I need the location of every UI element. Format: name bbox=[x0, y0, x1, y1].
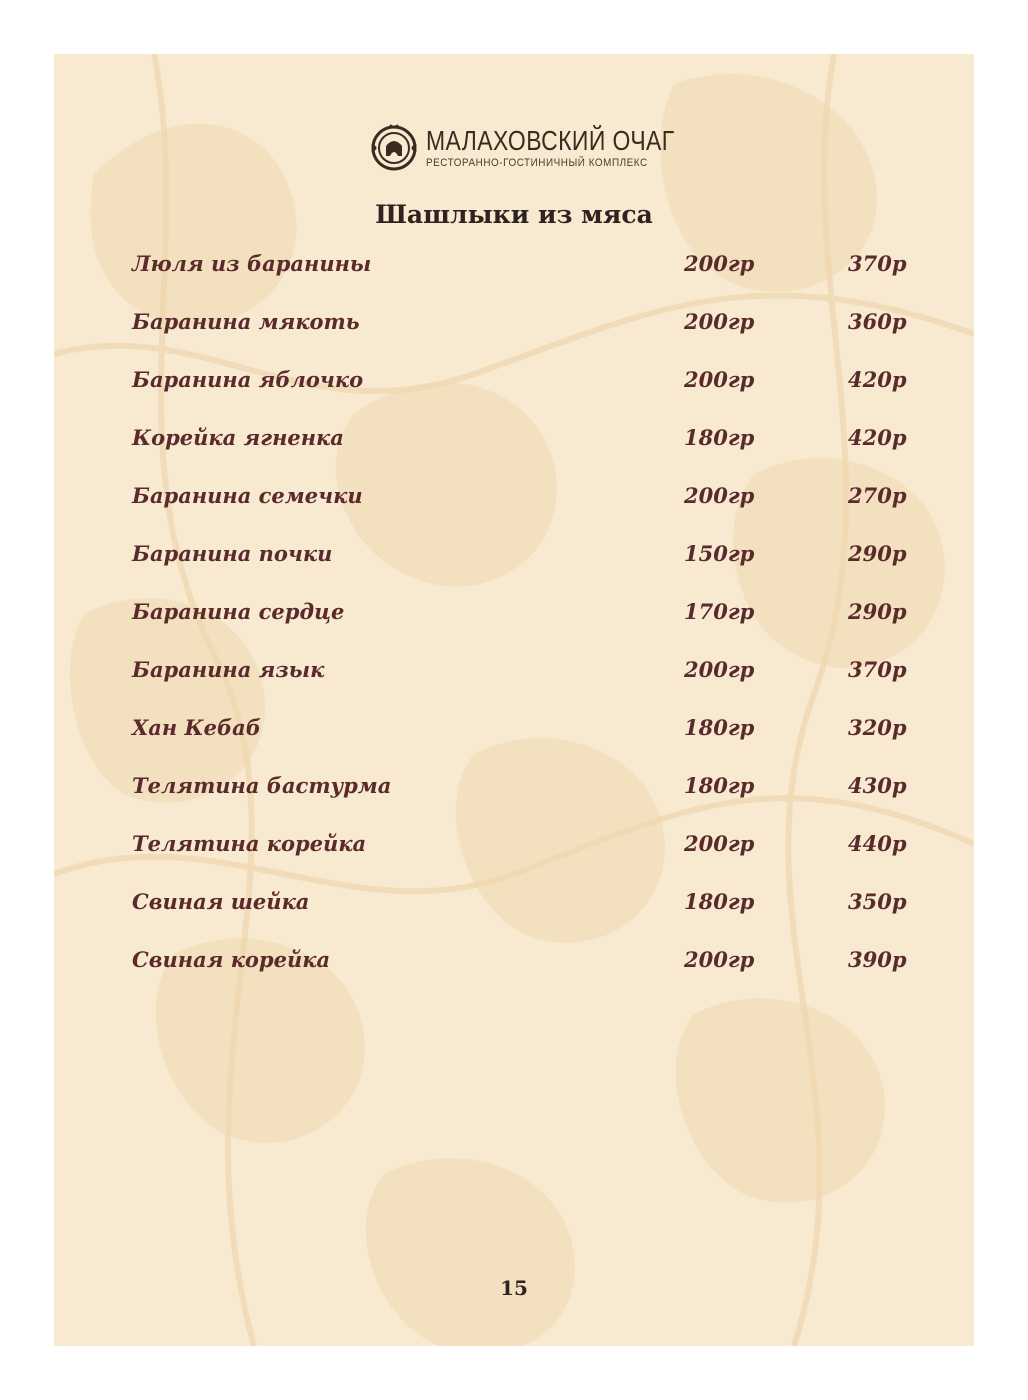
item-weight: 200гр bbox=[684, 367, 755, 392]
item-name: Баранина семечки bbox=[132, 483, 363, 508]
item-name: Баранина яблочко bbox=[132, 367, 364, 392]
menu-item bbox=[54, 884, 974, 920]
item-name: Баранина почки bbox=[132, 541, 333, 566]
menu-item bbox=[54, 478, 974, 514]
item-weight: 180гр bbox=[684, 773, 755, 798]
item-weight: 180гр bbox=[684, 889, 755, 914]
item-weight: 200гр bbox=[684, 251, 755, 276]
item-price: 270р bbox=[848, 483, 907, 508]
item-name: Телятина корейка bbox=[132, 831, 367, 856]
item-name: Телятина бастурма bbox=[132, 773, 392, 798]
item-price: 440р bbox=[848, 831, 907, 856]
item-price: 370р bbox=[848, 657, 907, 682]
menu-item bbox=[54, 362, 974, 398]
item-name: Хан Кебаб bbox=[132, 715, 261, 740]
menu-item bbox=[54, 304, 974, 340]
menu-page bbox=[54, 54, 974, 1346]
item-price: 390р bbox=[848, 947, 907, 972]
menu-item bbox=[54, 594, 974, 630]
item-name: Баранина сердце bbox=[132, 599, 345, 624]
item-name: Баранина мякоть bbox=[132, 309, 360, 334]
item-weight: 200гр bbox=[684, 831, 755, 856]
item-name: Корейка ягненка bbox=[132, 425, 344, 450]
item-weight: 170гр bbox=[684, 599, 755, 624]
item-price: 320р bbox=[848, 715, 907, 740]
logo-subtitle: РЕСТОРАННО-ГОСТИНИЧНЫЙ КОМПЛЕКС bbox=[426, 157, 648, 169]
menu-item bbox=[54, 652, 974, 688]
item-weight: 200гр bbox=[684, 483, 755, 508]
item-weight: 200гр bbox=[684, 947, 755, 972]
item-weight: 200гр bbox=[684, 309, 755, 334]
item-name: Свиная шейка bbox=[132, 889, 310, 914]
menu-item bbox=[54, 768, 974, 804]
menu-item bbox=[54, 826, 974, 862]
menu-item bbox=[54, 246, 974, 282]
restaurant-logo bbox=[370, 120, 729, 176]
page-number: 15 bbox=[500, 1276, 528, 1300]
item-price: 360р bbox=[848, 309, 907, 334]
item-price: 290р bbox=[848, 541, 907, 566]
item-price: 350р bbox=[848, 889, 907, 914]
menu-item bbox=[54, 942, 974, 978]
section-title: Шашлыки из мяса bbox=[375, 200, 653, 229]
item-price: 420р bbox=[848, 425, 907, 450]
item-weight: 150гр bbox=[684, 541, 755, 566]
item-price: 370р bbox=[848, 251, 907, 276]
item-price: 430р bbox=[848, 773, 907, 798]
hearth-emblem-icon bbox=[370, 124, 418, 172]
item-weight: 180гр bbox=[684, 425, 755, 450]
logo-name: МАЛАХОВСКИЙ ОЧАГ bbox=[426, 125, 675, 156]
item-name: Люля из баранины bbox=[132, 251, 372, 276]
menu-item bbox=[54, 536, 974, 572]
menu-item bbox=[54, 710, 974, 746]
item-price: 290р bbox=[848, 599, 907, 624]
item-price: 420р bbox=[848, 367, 907, 392]
item-weight: 180гр bbox=[684, 715, 755, 740]
item-name: Баранина язык bbox=[132, 657, 325, 682]
item-weight: 200гр bbox=[684, 657, 755, 682]
menu-item bbox=[54, 420, 974, 456]
item-name: Свиная корейка bbox=[132, 947, 331, 972]
